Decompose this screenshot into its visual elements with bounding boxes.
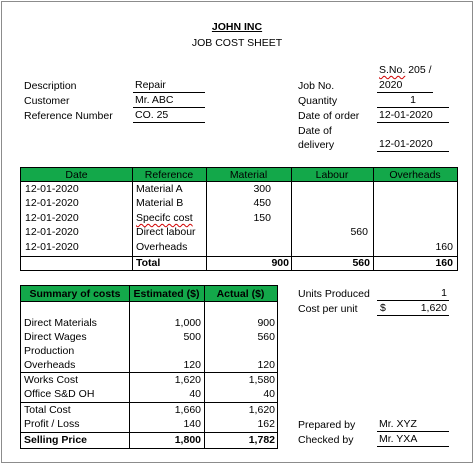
summary-header-label: Summary of costs bbox=[29, 288, 121, 300]
row-1-reference: Material A bbox=[136, 183, 183, 195]
date-of-delivery-label-2: delivery bbox=[298, 139, 335, 151]
reference-number-value: CO. 25 bbox=[133, 109, 205, 123]
header-overheads: Overheads bbox=[389, 169, 441, 181]
summary-direct-wages-actual: 560 bbox=[257, 331, 275, 343]
row-4-labour: 560 bbox=[350, 226, 368, 238]
summary-table bbox=[20, 285, 278, 449]
summary-direct-materials-estimated: 1,000 bbox=[174, 317, 201, 329]
summary-header-actual: Actual ($) bbox=[216, 288, 265, 300]
header-labour: Labour bbox=[315, 169, 349, 181]
summary-row-selling-price: Selling Price bbox=[24, 434, 88, 446]
sno-year: 2020 bbox=[377, 79, 433, 93]
date-of-delivery-value: 12-01-2020 bbox=[377, 138, 449, 152]
summary-selling-price-actual: 1,782 bbox=[248, 434, 275, 446]
customer-value: Mr. ABC bbox=[133, 94, 205, 108]
row-1-material: 300 bbox=[253, 183, 271, 195]
sheet-subtitle: JOB COST SHEET bbox=[191, 37, 283, 49]
row-5-date: 12-01-2020 bbox=[25, 241, 79, 253]
summary-office-sd-oh-actual: 40 bbox=[263, 388, 275, 400]
job-no-label: Job No. bbox=[298, 80, 335, 92]
summary-direct-wages-estimated: 500 bbox=[183, 331, 201, 343]
sno-line bbox=[379, 64, 432, 77]
cost-per-unit-currency: $ bbox=[380, 302, 386, 314]
row-3-material: 150 bbox=[253, 212, 271, 224]
company-title: JOHN INC bbox=[211, 21, 263, 33]
summary-row-works-cost: Works Cost bbox=[24, 374, 79, 386]
row-5-reference: Overheads bbox=[136, 241, 188, 253]
row-1-date: 12-01-2020 bbox=[25, 183, 79, 195]
summary-row-overheads: Overheads bbox=[24, 359, 76, 371]
summary-total-cost-estimated: 1,660 bbox=[174, 404, 201, 416]
date-of-order-value: 12-01-2020 bbox=[377, 109, 449, 123]
units-produced-value: 1 bbox=[377, 287, 449, 301]
row-2-reference: Material B bbox=[136, 197, 184, 209]
row-2-date: 12-01-2020 bbox=[25, 197, 79, 209]
checked-by-label: Checked by bbox=[298, 434, 354, 446]
summary-row-production: Production bbox=[24, 345, 75, 357]
summary-row-profit-loss: Profit / Loss bbox=[24, 418, 80, 430]
sno-label: S.No. bbox=[379, 64, 406, 76]
row-4-date: 12-01-2020 bbox=[25, 226, 79, 238]
checked-by-value: Mr. YXA bbox=[377, 433, 449, 447]
summary-profit-loss-actual: 162 bbox=[257, 418, 275, 430]
sno-value: 205 / bbox=[408, 64, 432, 76]
job-cost-table bbox=[20, 167, 458, 271]
row-2-material: 450 bbox=[253, 197, 271, 209]
date-of-order-label: Date of order bbox=[298, 110, 360, 122]
date-of-delivery-label-1: Date of bbox=[298, 125, 332, 137]
cost-per-unit-value: 1,620 bbox=[420, 302, 447, 314]
summary-total-cost-actual: 1,620 bbox=[248, 404, 275, 416]
cost-per-unit-label: Cost per unit bbox=[298, 303, 358, 315]
prepared-by-value: Mr. XYZ bbox=[377, 418, 449, 432]
total-overheads: 160 bbox=[435, 257, 453, 269]
row-3-reference: Specifc cost bbox=[136, 212, 193, 224]
summary-row-office-sd-oh: Office S&D OH bbox=[24, 388, 95, 400]
summary-row-direct-wages: Direct Wages bbox=[24, 331, 87, 343]
job-cost-sheet bbox=[1, 1, 473, 463]
summary-works-cost-actual: 1,580 bbox=[248, 374, 275, 386]
summary-profit-loss-estimated: 140 bbox=[183, 418, 201, 430]
reference-number-label: Reference Number bbox=[24, 110, 113, 122]
quantity-label: Quantity bbox=[298, 95, 338, 107]
units-produced-label: Units Produced bbox=[298, 288, 370, 300]
total-labour: 560 bbox=[352, 257, 370, 269]
customer-label: Customer bbox=[24, 95, 70, 107]
description-label: Description bbox=[24, 80, 77, 92]
description-value: Repair bbox=[133, 79, 205, 93]
row-4-reference: Direct labour bbox=[136, 226, 196, 238]
cost-per-unit-box bbox=[377, 302, 449, 316]
row-3-date: 12-01-2020 bbox=[25, 212, 79, 224]
header-date: Date bbox=[65, 169, 88, 181]
summary-overheads-estimated: 120 bbox=[183, 359, 201, 371]
summary-row-direct-materials: Direct Materials bbox=[24, 317, 97, 329]
header-reference: Reference bbox=[144, 169, 194, 181]
header-material: Material bbox=[229, 169, 268, 181]
summary-selling-price-estimated: 1,800 bbox=[174, 434, 201, 446]
summary-header-estimated: Estimated ($) bbox=[133, 288, 200, 300]
row-5-overheads: 160 bbox=[435, 241, 453, 253]
summary-overheads-actual: 120 bbox=[257, 359, 275, 371]
summary-direct-materials-actual: 900 bbox=[257, 317, 275, 329]
total-material: 900 bbox=[271, 257, 289, 269]
quantity-value: 1 bbox=[377, 94, 449, 108]
summary-works-cost-estimated: 1,620 bbox=[174, 374, 201, 386]
prepared-by-label: Prepared by bbox=[298, 419, 356, 431]
summary-office-sd-oh-estimated: 40 bbox=[189, 388, 201, 400]
total-label: Total bbox=[136, 257, 161, 269]
summary-row-total-cost: Total Cost bbox=[24, 404, 71, 416]
